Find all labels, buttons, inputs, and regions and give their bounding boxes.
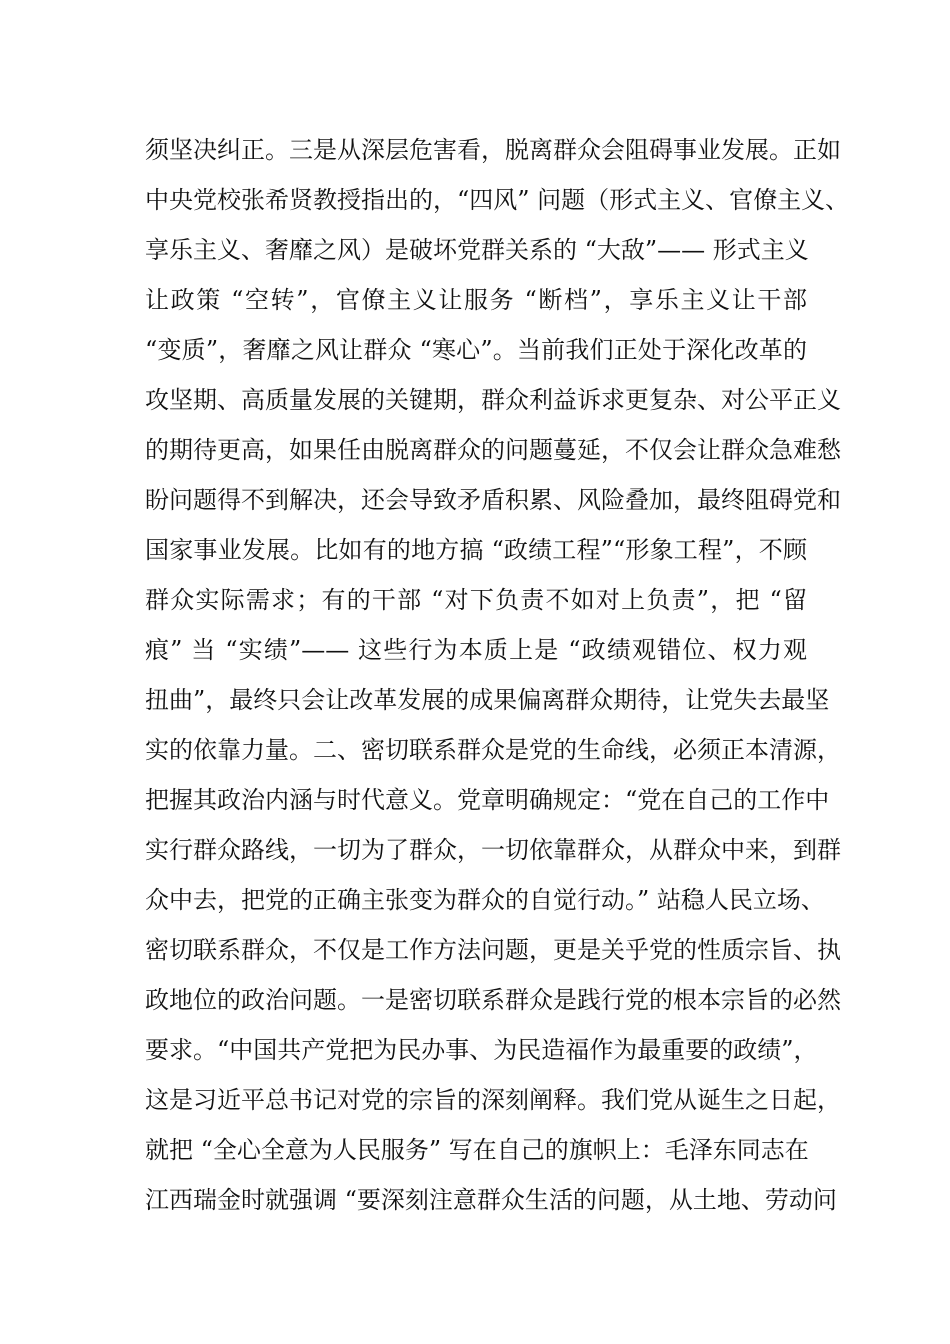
text-line: 要求。“中国共产党把为民办事、为民造福作为最重要的政绩”， [145,1036,818,1064]
text-line: “变质”，奢靡之风让群众 “寒心”。当前我们正处于深化改革的 [145,336,807,364]
text-line: 攻坚期、高质量发展的关键期，群众利益诉求更复杂、对公平正义 [145,386,841,414]
text-line: 政地位的政治问题。一是密切联系群众是践行党的根本宗旨的必然 [145,986,841,1014]
text-line: 须坚决纠正。三是从深层危害看，脱离群众会阻碍事业发展。正如 [145,136,841,164]
text-line: 扭曲”，最终只会让改革发展的成果偏离群众期待，让党失去最坚 [145,686,830,714]
text-line: 实行群众路线，一切为了群众，一切依靠群众，从群众中来，到群 [145,836,841,864]
text-line: 让政策 “空转”，官僚主义让服务 “断档”，享乐主义让干部 [145,286,807,314]
text-line: 群众实际需求；有的干部 “对下负责不如对上负责”，把 “留 [145,586,807,614]
text-line: 实的依靠力量。二、密切联系群众是党的生命线，必须正本清源， [145,736,841,764]
text-line: 享乐主义、奢靡之风）是破坏党群关系的 “大敌”—— 形式主义 [145,236,809,264]
text-line: 国家事业发展。比如有的地方搞 “政绩工程”“形象工程”，不顾 [145,536,807,564]
body-text [145,125,850,1225]
text-line: 痕” 当 “实绩”—— 这些行为本质上是 “政绩观错位、权力观 [145,636,807,664]
text-line: 密切联系群众，不仅是工作方法问题，更是关乎党的性质宗旨、执 [145,936,841,964]
text-line: 中央党校张希贤教授指出的，“四风” 问题（形式主义、官僚主义、 [145,186,850,214]
text-line: 就把 “全心全意为人民服务” 写在自己的旗帜上：毛泽东同志在 [145,1136,809,1164]
text-line: 把握其政治内涵与时代意义。党章明确规定：“党在自己的工作中 [145,786,830,814]
text-line: 这是习近平总书记对党的宗旨的深刻阐释。我们党从诞生之日起， [145,1086,841,1114]
text-line: 众中去，把党的正确主张变为群众的自觉行动。” 站稳人民立场、 [145,886,825,914]
text-line: 江西瑞金时就强调 “要深刻注意群众生活的问题，从土地、劳动问 [145,1186,837,1214]
text-line: 盼问题得不到解决，还会导致矛盾积累、风险叠加，最终阻碍党和 [145,486,841,514]
text-line: 的期待更高，如果任由脱离群众的问题蔓延，不仅会让群众急难愁 [145,436,841,464]
